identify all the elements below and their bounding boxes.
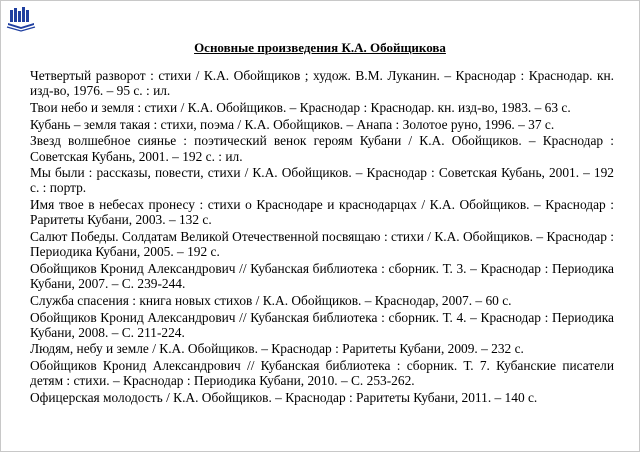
list-item: Служба спасения : книга новых стихов / К.А. Обойщиков. – Краснодар, 2007. – 60 с. xyxy=(30,292,512,308)
list-item: Обойщиков Кронид Александрович // Кубанская библиотека : сборник. Т. 7. Кубанские писатели детям : стихи. – Краснодар : Периодика Кубани, 2010. – С. 253-262. xyxy=(30,358,614,389)
bibliography-list xyxy=(30,68,614,407)
list-item: Четвертый разворот : стихи / К.А. Обойщиков ; худож. В.М. Луканин. – Краснодар : Краснодар. кн. изд-во, 1976. – 95 с. : ил. xyxy=(30,68,614,99)
list-item: Обойщиков Кронид Александрович // Кубанская библиотека : сборник. Т. 3. – Краснодар : Периодика Кубани, 2007. – С. 239-244. xyxy=(30,260,614,292)
library-books-icon xyxy=(6,6,36,32)
list-item: Людям, небу и земле / К.А. Обойщиков. – Краснодар : Раритеты Кубани, 2009. – 232 с. xyxy=(30,341,524,357)
list-item: Мы были : рассказы, повести, стихи / К.А. Обойщиков. – Краснодар : Советская Кубань, 2001. – 192 с. : портр. xyxy=(30,165,614,196)
page-title: Основные произведения К.А. Обойщикова xyxy=(194,40,446,55)
list-item: Обойщиков Кронид Александрович // Кубанская библиотека : сборник. Т. 4. – Краснодар : Периодика Кубани, 2008. – С. 211-224. xyxy=(30,309,614,340)
list-item: Твои небо и земля : стихи / К.А. Обойщиков. – Краснодар : Краснодар. кн. изд-во, 1983. – 63 с. xyxy=(30,99,571,115)
list-item: Салют Победы. Солдатам Великой Отечественной посвящаю : стихи / К.А. Обойщиков. – Краснодар : Периодика Кубани, 2005. – 192 с. xyxy=(30,229,614,260)
list-item: Звезд волшебное сиянье : поэтический венок героям Кубани / К.А. Обойщиков. – Краснодар : Советская Кубань, 2001. – 192 с. : ил. xyxy=(30,133,614,164)
list-item: Кубань – земля такая : стихи, поэма / К.А. Обойщиков. – Анапа : Золотое руно, 1996. – 37 с. xyxy=(30,116,555,132)
list-item: Имя твое в небесах пронесу : стихи о Краснодаре и краснодарцах / К.А. Обойщиков. – Краснодар : Раритеты Кубани, 2003. – 132 с. xyxy=(30,197,614,228)
list-item: Офицерская молодость / К.А. Обойщиков. – Краснодар : Раритеты Кубани, 2011. – 140 с. xyxy=(30,390,538,406)
